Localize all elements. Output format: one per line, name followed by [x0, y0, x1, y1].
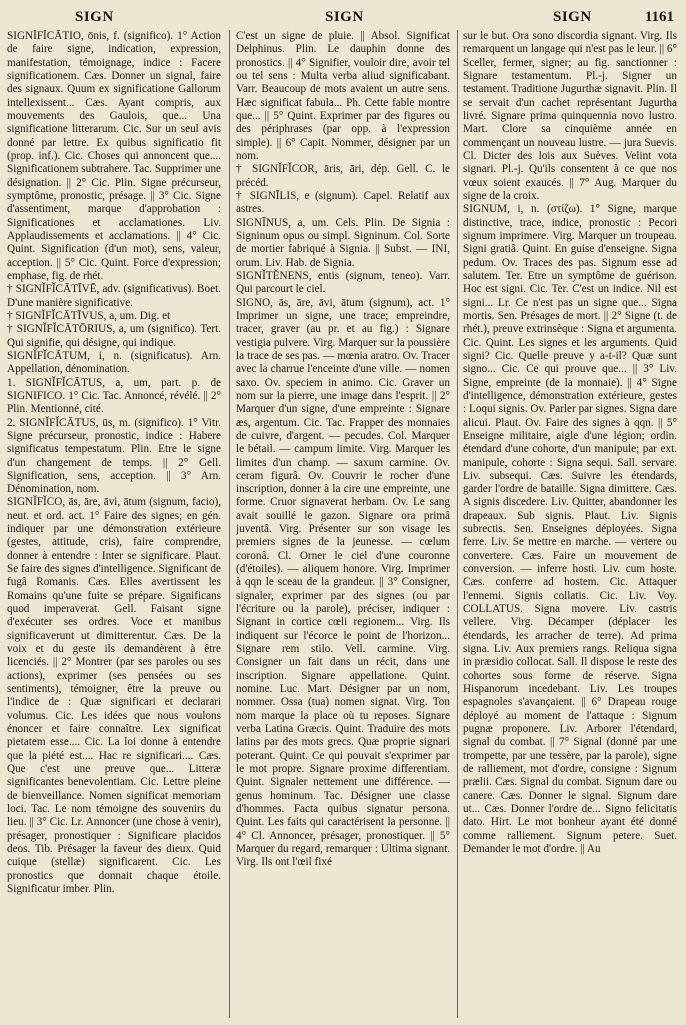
entry-significative: † SIGNĬFĬCĀTĪVĒ, adv. (significativus). Boet. D'une manière significative. — [7, 283, 221, 309]
entry-signum: SIGNUM, i, n. (στίζω). 1° Signe, marque distinctive, trace, indice, pronostic : Pecori signum imprimere. Virg. Marquer un troupeau. Signi gratiâ. Quint. En guise d'enseigne. Signa pedum. Ov. Traces des pas. Signum esse ad salutem. Ter. Etre un symptôme de guérison. Hoc est signi. Cic. Ter. C'est un indice. Nil est signi... Lr. Ce n'est pas un signe que... Signa mortis. Sen. Présages de mort. || 2° Signe (t. de rhét.), preuve extrinsèque : Signa et argumenta. Cic. Quint. Les signes et les arguments. Quid signi? Cic. Quelle preuve y a-t-il? Quæ sunt signo... Cic. Ce qui prouve que... || 3° Liv. Signe, empreinte (de la monnaie). || 4° Signe d'intelligence, démonstration extérieure, gestes : Loqui signis. Ov. Parler par signes. Signa dare alicui. Plaut. Ov. Faire des signes à qqn. || 5° Enseigne militaire, aigle d'une légion; ordin. étendard d'une cohorte, d'un manipule; par ext. manipule, cohorte : Signa sequi. Sall. servare. Liv. subsequi. Cæs. Suivre les étendards, garder l'ordre de bataille. Signa dimittere. Cæs. A signis discedere. Liv. Quitter, abandonner les drapeaux. Sub signis. Plaut. Liv. Signis subrectis. Sen. Enseignes déployées. Signa ferre. Liv. Se mettre en marche. — vertere ou convertere. Cæs. Faire un mouvement de conversion. — inferre hosti. Liv. cum hoste. Cæs. conferre ad hostem. Cic. Attaquer l'ennemi. Signis collatis. Cic. Liv. Voy. COLLATUS. Signa movere. Liv. castris vellere. Virg. Décamper (déplacer les étendards, les arracher de terre). Ad prima signa. Liv. Aux premiers rangs. Reliqua signa in præsidio collocat. Sall. Il dispose le reste des cohortes sous forme de réserve. Signa Hispanorum incedebant. Liv. Les troupes espagnoles s'avançaient. || 6° Drapeau rouge déployé au moment de l'attaque : Signum pugnæ proponere. Liv. Arborer l'étendard, signal du combat. || 7° Signal (donné par une trompette, par une tessère, par la parole), signe de ralliement, mot d'ordre, consigne : Signum prælii. Cæs. Signal du combat. Signum dare ou canere. Cæs. Donner le signal. Signum dare ut... Cæs. Donner l'ordre de... Signo felicitatis dato. Hirt. Le mot bonheur ayant été donné comme ralliement. Signum petere. Suet. Demander le mot d'ordre. || Au — [463, 203, 677, 856]
entry-significatum: SIGNĬFĬCĀTUM, i, n. (significatus). Arn. Appellation, dénomination. — [7, 349, 221, 376]
entry-signitenens: SIGNĬTĔNENS, entis (signum, teneo). Varr. Qui parcourt le ciel. — [236, 269, 450, 296]
entry-significatio: SIGNĬFĬCĀTIO, ōnis, f. (significo). 1° Action de faire signe, indication, expression, manifestation, témoignage, indice : Facere significationem. Cæs. Donner un signal, faire des signaux. Quum ex significatione Gallorum intellexissent... Cæs. Ayant compris, aux mouvements des Gaulois, que... Una significatione litterarum. Cic. Sur un seul avis donné par lettre. Ex quibus significatio fit (prop. inf.). Cic. Choses qui annoncent que.... Significationem subtrahere. Tac. Supprimer une désignation. || 2° Cic. Plin. Signe précurseur, symptôme, pronostic, présage. || 3° Cic. Signe d'assentiment, marque d'approbation : Significationes et acclamationes. Liv. Applaudissements et acclamations. || 4° Cic. Quint. Signification (d'un mot), sens, valeur, acception. || 5° Cic. Quint. Force d'expression; emphase, fig. de rhét. — [7, 30, 221, 282]
page-number: 1161 — [644, 9, 674, 25]
text-column-3 — [463, 30, 677, 1018]
entry-significatus-1: 1. SIGNĬFĬCĀTUS, a, um, part. p. de SIGNIFICO. 1° Cic. Tac. Annoncé, révélé. || 2° Plin. Mentionné, cité. — [7, 376, 221, 416]
text-column-2 — [236, 30, 450, 1018]
entry-significo: SIGNĬFĬCO, ās, āre, āvi, ātum (signum, facio), neut. et ord. act. 1° Faire des signes; en gén. indiquer par une démonstration extérieure (gestes, attitude, cris), faire comprendre, donner à entendre : Inter se significare. Plaut. Se faire des signes d'intelligence. Significant de fugâ Romanis. Cæs. Elles avertissent les Romains qu'une fuite se prépare. Significans quod imperaverat. Gell. Faisant signe d'exécuter ses ordres. Voce et manibus significaverunt ut dimitterentur. Cæs. De la voix et du geste ils demandèrent à être licenciés. || 2° Montrer (par ses paroles ou ses actions), exprimer (ses pensées ou ses sentiments), témoigner, être la preuve ou l'indice de : Quæ significari et declarari volumus. Cic. Les idées que nous voulons énoncer et faire connaître. Lex significat pietatem esse.... Cic. La loi donne à entendre que la piété est.... Hac re significari.... Cæs. Que c'est une preuve que... Litteræ significantes benevolentiam. Cic. Lettre pleine de bienveillance. Nomen significat memoriam loci. Tac. Le nom témoigne des souvenirs du lieu. || 3° Cic. Lr. Annoncer (une chose à venir), présager, pronostiquer : Significare placidos deos. Tib. Présager la faveur des dieux. Quid cuique (stellæ) significarent. Cic. Les pronostics que donnait chaque étoile. Significatur imber. Plin. — [7, 496, 221, 895]
entry-signinus: SIGNĪNUS, a, um. Cels. Plin. De Signia : Signinum opus ou simpl. Signinum. Col. Sorte de mortier fabriqué à Signia. || Subst. — INI, orum. Liv. Hab. de Signia. — [236, 216, 450, 269]
header-right-word: SIGN — [553, 9, 592, 25]
text-column-1 — [7, 30, 221, 1018]
entry-significativus: † SIGNĬFĬCĀTĪVUS, a, um. Dig. et — [7, 309, 171, 322]
running-header — [0, 6, 686, 28]
column-divider-2 — [457, 30, 458, 1018]
entry-significor: † SIGNĬFĬCOR, āris, āri, dép. Gell. C. le précéd. — [236, 163, 450, 189]
entry-significo-cont: C'est un signe de pluie. || Absol. Significat Delphinus. Plin. Le dauphin donne des pronostics. || 4° Signifier, vouloir dire, avoir tel ou tel sens : Multa verba aliud significabant. Varr. Beaucoup de mots avaient un autre sens. Hæc significat fabula... Ph. Cette fable montre que... || 5° Quint. Exprimer par des figures ou des périphrases (par opp. à l'expression simple). || 6° Capit. Nommer, désigner par un nom. — [236, 30, 450, 162]
entry-signo-cont: sur le but. Ora sono discordia signant. Virg. Ils remarquent un langage qui n'est pas le leur. || 6° Sceller, fermer, signer; au fig. sanctionner : Signare testamentum. Pl.-j. Signer un testament. Traditione Jugurthæ signavit. Plin. Il se servait d'un cachet représentant Jugurtha livré. Signare prima quinquennia novo lustro. Mart. Clore sa cinquième année en commençant un nouveau lustre. — jura Suevis. Cl. Dicter des lois aux Suèves. Velint vota signari. Pl.-j. Qu'ils consentent à ce que nos vœux soient exaucés. || 7° Aug. Marquer du signe de la croix. — [463, 30, 677, 202]
entry-signilis: † SIGNĪLIS, e (signum). Capel. Relatif aux astres. — [236, 189, 450, 216]
header-center-word: SIGN — [325, 9, 364, 25]
header-left-word: SIGN — [75, 9, 114, 25]
column-divider-1 — [229, 30, 230, 1018]
entry-significatorius: † SIGNĬFĬCĀTŌRIUS, a, um (significo). Tert. Qui signifie, qui désigne, qui indique. — [7, 323, 221, 349]
entry-signo: SIGNO, ās, āre, āvi, ātum (signum), act. 1° Imprimer un signe, une trace; empreindre, tracer, graver (au pr. et au fig.) : Signare vestigia pulvere. Virg. Marquer sur la poussière la trace de ses pas. — mœnia aratro. Ov. Tracer avec la charrue l'enceinte d'une ville. — nomen saxo. Ov. speciem in animo. Cic. Graver un nom sur la pierre, une image dans l'esprit. || 2° Marquer d'un signe, d'une empreinte : Signare æs, argentum. Cic. Tac. Frapper des monnaies de cuivre, d'argent. — pecudes. Col. Marquer le bétail. — campum limite. Virg. Marquer les limites d'un champ. — saxum carmine. Ov. ceram figurâ. Ov. Couvrir le rocher d'une inscription, donner à la cire une empreinte, une forme. Cruor signaverat herbam. Ov. Le sang avait souillé le gazon. Signare ora primâ juventâ. Virg. Présenter sur son visage les premiers signes de la jeunesse. — cœlum coronâ. Cl. Orner le ciel d'une couronne (d'étoiles). — aliquem honore. Virg. Imprimer à qqn le sceau de la grandeur. || 3° Consigner, signaler, exprimer par des signes (ou par l'écriture ou la parole), préciser, indiquer : Signant in cortice cœli regionem... Virg. Ils indiquent sur l'écorce le point de l'horizon... Signare rem stilo. Vell. carmine. Virg. Consigner un fait dans un récit, dans une inscription. Signare appellatione. Quint. nomine. Luc. Mart. Désigner par un nom, nommer. Ossa (tua) nomen signat. Virg. Ton nom marque la place où tu reposes. Signare verba Latina Græcis. Quint. Traduire des mots latins par des mots grecs. Quæ proprie signari poterant. Quint. Ce qui pouvait s'exprimer par le mot propre. Signare proxime differentiam. Quint. Signaler nettement une différence. — genus hominum. Tac. Désigner une classe d'hommes. Facta quibus signatur persona. Quint. Les faits qui caractérisent la personne. || 4° Cl. Annoncer, présager, pronostiquer. || 5° Marquer du regard, remarquer : Ultima signant. Virg. Ils ont l'œil fixé — [236, 296, 450, 869]
entry-significatus-2: 2. SIGNĬFĬCĀTUS, ūs, m. (significo). 1° Vitr. Signe précurseur, pronostic, indice : Habere significatus tempestatum. Plin. Etre le signe d'un changement de temps. || 2° Gell. Signification, sens, acception. || 3° Arn. Dénomination, nom. — [7, 416, 221, 496]
